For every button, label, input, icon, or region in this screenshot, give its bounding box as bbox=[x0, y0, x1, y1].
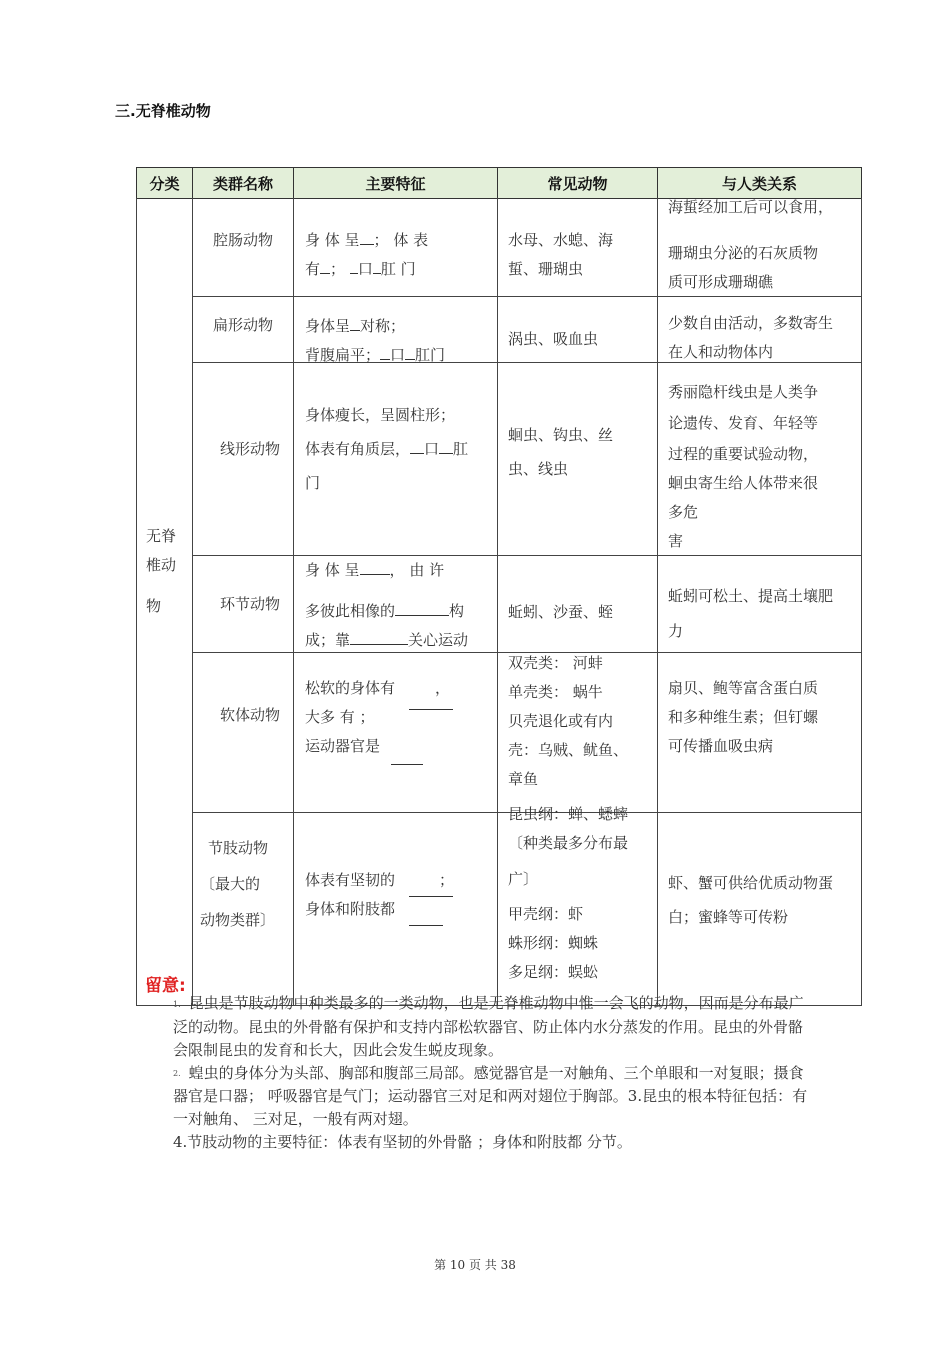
animals-line: 昆虫纲：蝉、蟋蟀 bbox=[508, 805, 629, 823]
group-name: 环节动物 bbox=[219, 595, 280, 613]
animals-line: 章鱼 bbox=[508, 770, 539, 788]
note-item bbox=[173, 992, 813, 1062]
features-cell bbox=[305, 226, 490, 284]
feature-text: 构 bbox=[449, 602, 465, 620]
fill-blank bbox=[373, 255, 381, 274]
feature-text: 松软的身体有 bbox=[305, 679, 396, 697]
feature-text: 身 体 呈 bbox=[305, 231, 360, 249]
fill-blank bbox=[439, 435, 453, 454]
header-animals: 常见动物 bbox=[497, 167, 658, 199]
category-line: 物 bbox=[146, 597, 162, 615]
category-line: 无脊 bbox=[146, 527, 177, 545]
relation-cell bbox=[668, 193, 833, 297]
animals-line: 广〕 bbox=[508, 870, 539, 888]
feature-text: 对称； bbox=[360, 317, 406, 335]
relation-line: 和多种维生素；但钉螺 bbox=[668, 708, 819, 726]
feature-text: 身体呈 bbox=[305, 317, 351, 335]
relation-line: 蛔虫寄生给人体带来很 bbox=[668, 474, 819, 492]
relation-line: 可传播血吸虫病 bbox=[668, 737, 774, 755]
header-group-name: 类群名称 bbox=[192, 167, 294, 199]
group-name: 软体动物 bbox=[219, 706, 280, 724]
relation-cell bbox=[668, 378, 818, 556]
relation-line: 力 bbox=[668, 622, 684, 640]
animals-line: 〔种类最多分布最 bbox=[508, 834, 629, 852]
group-name: 〔最大的 bbox=[200, 875, 261, 893]
relation-line: 海蜇经加工后可以食用， bbox=[668, 198, 834, 216]
relation-cell bbox=[668, 309, 833, 367]
fill-blank bbox=[410, 435, 424, 454]
relation-cell bbox=[668, 674, 818, 761]
group-name: 节肢动物 bbox=[208, 839, 269, 857]
relation-line: 质可形成珊瑚礁 bbox=[668, 273, 774, 291]
animals-line: 甲壳纲：虾 bbox=[508, 905, 584, 923]
fill-blank bbox=[405, 341, 415, 360]
feature-text: ， bbox=[435, 679, 451, 697]
feature-text: 有 bbox=[305, 260, 321, 278]
relation-line: 过程的重要试验动物， bbox=[668, 445, 819, 463]
note-text: 4.节肢动物的主要特征：体表有坚韧的外骨骼 ；身体和附肢都 分节。 bbox=[173, 1133, 632, 1151]
relation-line: 少数自由活动，多数寄生 bbox=[668, 314, 834, 332]
note-item bbox=[173, 1062, 813, 1132]
fill-blank bbox=[391, 746, 423, 765]
animals-line: 单壳类： 蜗牛 bbox=[508, 683, 603, 701]
animals-line: 多足纲：蜈蚣 bbox=[508, 963, 599, 981]
relation-line: 虾、蟹可供给优质动物蛋 bbox=[668, 874, 834, 892]
fill-blank bbox=[360, 556, 390, 575]
fill-blank bbox=[350, 255, 358, 274]
features-cell bbox=[305, 312, 490, 370]
relation-line: 蚯蚓可松土、提高土壤肥 bbox=[668, 587, 834, 605]
section-title: 三.无脊椎动物 bbox=[115, 102, 211, 120]
feature-text: 身 体 呈 bbox=[305, 561, 360, 579]
animals-cell bbox=[508, 800, 628, 987]
note-marker: 2. bbox=[173, 1069, 181, 1078]
feature-text: 身体瘦长，呈圆柱形； bbox=[305, 406, 456, 424]
animals-line: 壳：乌贼、鱿鱼、 bbox=[508, 741, 629, 759]
relation-line: 秀丽隐杆线虫是人类争 bbox=[668, 383, 819, 401]
feature-text: 多彼此相像的 bbox=[305, 602, 396, 620]
feature-text: ； 体 表 bbox=[373, 231, 429, 249]
animals-line: 蛛形纲：蜘蛛 bbox=[508, 934, 599, 952]
group-name: 线形动物 bbox=[219, 440, 280, 458]
table-border-right bbox=[861, 198, 862, 1006]
feature-text: 身体和附肢都 bbox=[305, 900, 396, 918]
animals-line: 蜇、珊瑚虫 bbox=[508, 260, 584, 278]
group-name-cell bbox=[200, 830, 275, 938]
group-name: 动物类群〕 bbox=[200, 911, 276, 929]
feature-text: 运动器官是 bbox=[305, 737, 381, 755]
fill-blank bbox=[409, 691, 453, 710]
header-category: 分类 bbox=[136, 167, 193, 199]
animals-cell: 涡虫、吸血虫 bbox=[508, 330, 599, 348]
fill-blank bbox=[320, 255, 330, 274]
notice-notes bbox=[173, 992, 813, 1154]
feature-text: 口 bbox=[424, 440, 440, 458]
relation-line: 在人和动物体内 bbox=[668, 343, 774, 361]
note-marker: 1. bbox=[173, 999, 181, 1009]
feature-text: ； bbox=[330, 260, 346, 278]
features-cell bbox=[305, 556, 495, 655]
fill-blank bbox=[350, 626, 408, 645]
table-border-left bbox=[136, 198, 137, 1006]
note-text: 蝗虫的身体分为头部、胸部和腹部三局部。感觉器官是一对触角、三个单眼和一对复眼；摄食器官是口器； 呼吸器官是气门；运动器官三对足和两对翅位于胸部。3.昆虫的根本特征包括：有一对触角、 三对足，一般有两对翅。 bbox=[173, 1063, 808, 1128]
note-text: 昆虫是节肢动物中种类最多的一类动物，也是无脊椎动物中惟一会飞的动物，因而是分布最广泛的动物。昆虫的外骨骼有保护和支持内部松软器官、防止体内水分蒸发的作用。昆虫的外骨骼会限制昆虫的发育和长大，因此会发生蜕皮现象。 bbox=[173, 994, 804, 1059]
relation-line: 珊瑚虫分泌的石灰质物 bbox=[668, 244, 819, 262]
header-features: 主要特征 bbox=[293, 167, 498, 199]
fill-blank bbox=[360, 226, 374, 245]
table-col-divider bbox=[497, 198, 498, 1006]
animals-cell: 蚯蚓、沙蚕、蛭 bbox=[508, 603, 614, 621]
features-cell bbox=[305, 398, 495, 500]
relation-cell bbox=[668, 582, 833, 646]
feature-text: 口 bbox=[390, 346, 406, 364]
relation-line: 害 bbox=[668, 532, 684, 550]
animals-line: 蛔虫、钩虫、丝 bbox=[508, 426, 614, 444]
fill-blank bbox=[350, 312, 360, 331]
feature-text: 门 bbox=[305, 474, 321, 492]
feature-text: 成；靠 bbox=[305, 631, 351, 649]
animals-line: 水母、水螅、海 bbox=[508, 231, 614, 249]
table-col-divider bbox=[657, 198, 658, 1006]
feature-text: 体表有角质层， bbox=[305, 440, 411, 458]
fill-blank bbox=[395, 597, 449, 616]
feature-text: 肛 bbox=[453, 440, 469, 458]
group-name: 扁形动物 bbox=[212, 316, 273, 334]
relation-line: 论遗传、发育、年轻等 bbox=[668, 414, 819, 432]
feature-text: 肛 门 bbox=[380, 260, 416, 278]
relation-line: 白；蜜蜂等可传粉 bbox=[668, 908, 789, 926]
feature-text: ； bbox=[439, 871, 455, 889]
animals-line: 贝壳退化或有内 bbox=[508, 712, 614, 730]
features-cell bbox=[305, 866, 495, 924]
feature-text: ， 由 许 bbox=[389, 561, 445, 579]
feature-text: 大多 有 ； bbox=[305, 708, 375, 726]
notice-title: 留意: bbox=[145, 976, 186, 996]
category-line: 椎动 bbox=[146, 556, 177, 574]
page-footer: 第 10 页 共 38 bbox=[434, 1258, 516, 1272]
note-item bbox=[173, 1131, 813, 1154]
animals-cell bbox=[508, 418, 613, 486]
feature-text: 关心运动 bbox=[408, 631, 469, 649]
animals-cell bbox=[508, 649, 628, 794]
fill-blank bbox=[380, 341, 390, 360]
group-name: 腔肠动物 bbox=[212, 231, 273, 249]
animals-cell bbox=[508, 226, 613, 284]
feature-text: 肛门 bbox=[415, 346, 446, 364]
fill-blank bbox=[409, 907, 443, 926]
feature-text: 体表有坚韧的 bbox=[305, 871, 396, 889]
animals-line: 双壳类： 河蚌 bbox=[508, 654, 603, 672]
relation-line: 多危 bbox=[668, 503, 699, 521]
feature-text: 口 bbox=[357, 260, 373, 278]
header-relation: 与人类关系 bbox=[657, 167, 862, 199]
category-cell bbox=[146, 522, 176, 621]
relation-cell bbox=[668, 866, 833, 934]
animals-line: 虫、线虫 bbox=[508, 460, 569, 478]
feature-text: 背腹扁平； bbox=[305, 346, 381, 364]
relation-line: 扇贝、鲍等富含蛋白质 bbox=[668, 679, 819, 697]
features-cell bbox=[305, 674, 495, 761]
